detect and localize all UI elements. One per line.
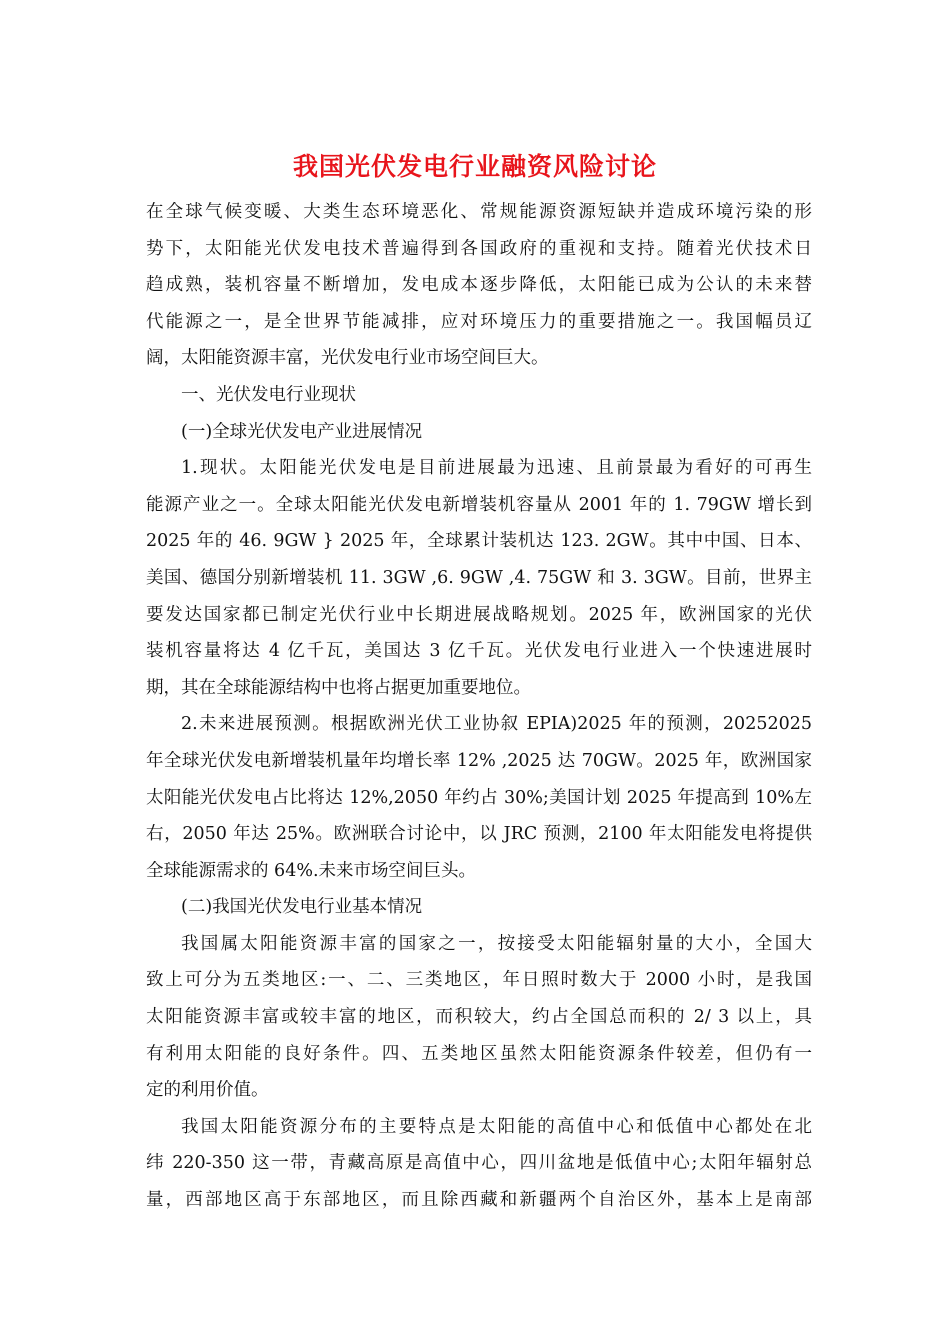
body-text-line: 一、光伏发电行业现状 [181, 384, 356, 405]
body-text-line: 量，西部地区高于东部地区，而且除西藏和新疆两个自治区外，基本上是南部 [146, 1190, 812, 1211]
body-text-line: 能源产业之一。全球太阳能光伏发电新增装机容量从 2001 年的 1. 79GW 增长到 [146, 494, 812, 515]
body-text-line: (一)全球光伏发电产业进展情况 [181, 421, 423, 442]
body-text-line: 美国、德国分别新增装机 11. 3GW ,6. 9GW ,4. 75GW 和 3. 3GW。目前，世界主 [146, 567, 812, 588]
body-text-line: (二)我国光伏发电行业基本情况 [181, 897, 423, 918]
body-text-line: 年全球光伏发电新增装机量年均增长率 12% ,2025 达 70GW。2025 年，欧洲国家 [146, 750, 812, 771]
body-text-line: 装机容量将达 4 亿千瓦，美国达 3 亿千瓦。光伏发电行业进入一个快速进展时 [146, 641, 812, 662]
body-text-line: 有利用太阳能的良好条件。四、五类地区虽然太阳能资源条件较差，但仍有一 [146, 1043, 812, 1064]
body-text-line: 2025 年的 46. 9GW } 2025 年，全球累计装机达 123. 2GW。其中中国、日本、 [146, 531, 812, 552]
body-text-line: 致上可分为五类地区:一、二、三类地区，年日照时数大于 2000 小时，是我国 [146, 970, 812, 991]
body-text-line: 阔，太阳能资源丰富，光伏发电行业市场空间巨大。 [146, 348, 549, 369]
body-text-line: 我国太阳能资源分布的主要特点是太阳能的高值中心和低值中心都处在北 [181, 1116, 812, 1137]
body-text-line: 2.未来进展预测。根据欧洲光伏工业协叙 EPIA)2025 年的预测，20252025 [181, 714, 812, 735]
body-text-line: 右，2050 年达 25%。欧洲联合讨论中，以 JRC 预测，2100 年太阳能发电将提供 [146, 824, 812, 845]
body-text-line: 在全球气候变暖、大类生态环境恶化、常规能源资源短缺并造成环境污染的形 [146, 202, 812, 222]
body-text-line: 太阳能光伏发电占比将达 12%,2050 年约占 30%;美国计划 2025 年提高到 10%左 [146, 787, 812, 808]
document-body [146, 194, 812, 1219]
body-text-line: 代能源之一，是全世界节能减排，应对环境压力的重要措施之一。我国幅员辽 [146, 311, 812, 332]
body-text-line: 1.现状。太阳能光伏发电是目前进展最为迅速、且前景最为看好的可再生 [181, 458, 812, 479]
body-text-line: 势下，太阳能光伏发电技术普遍得到各国政府的重视和支持。随着光伏技术日 [146, 238, 812, 259]
body-text-line: 全球能源需求的 64%.未来市场空间巨头。 [146, 860, 477, 881]
body-text-line: 太阳能资源丰富或较丰富的地区，而积较大，约占全国总而积的 2/ 3 以上，具 [146, 1007, 812, 1028]
document-title: 我国光伏发电行业融资风险讨论 [292, 152, 657, 181]
body-text-line: 期，其在全球能源结构中也将占据更加重要地位。 [146, 677, 531, 698]
body-text-line: 纬 220-350 这一带，青藏高原是高值中心，四川盆地是低值中心;太阳年辐射总 [146, 1153, 812, 1174]
body-text-line: 要发达国家都已制定光伏行业中长期进展战略规划。2025 年，欧洲国家的光伏 [146, 604, 812, 625]
body-text-line: 我国属太阳能资源丰富的国家之一，按接受太阳能辐射量的大小，全国大 [181, 933, 812, 954]
body-text-line: 定的利用价值。 [146, 1080, 269, 1101]
body-text-line: 趋成熟，装机容量不断增加，发电成本逐步降低，太阳能已成为公认的未来替 [146, 275, 812, 296]
